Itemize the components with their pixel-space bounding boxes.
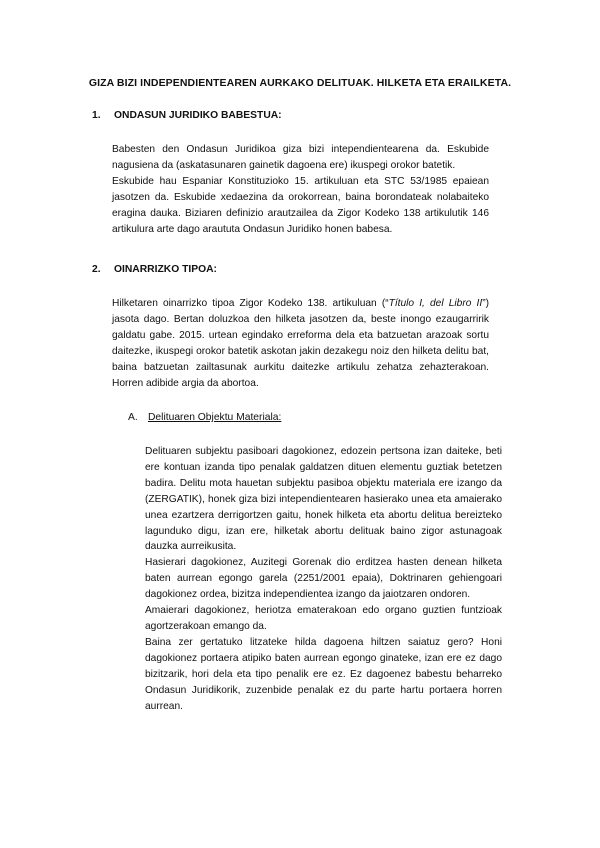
section-1-paragraph-1: Babesten den Ondasun Juridikoa giza bizi intependientearena da. Eskubide nagusiena da (askatasunaren gainetik dagoena ere) ikuspegi orokor batetik.: [112, 144, 489, 171]
subsection-a-paragraph-3: Amaierari dagokionez, heriotza ematerakoan edo organo guztien funtzioak agortzerakoan emango da.: [145, 605, 502, 632]
section-2-title: OINARRIZKO TIPOA:: [114, 264, 217, 275]
section-2-italic-reference: Título I, del Libro II: [388, 298, 483, 309]
section-1-title: ONDASUN JURIDIKO BABESTUA:: [114, 110, 282, 121]
document-title: GIZA BIZI INDEPENDIENTEAREN AURKAKO DELITUAK. HILKETA ETA ERAILKETA.: [88, 77, 512, 89]
subsection-a-paragraph-4: Baina zer gertatuko litzateke hilda dagoena hiltzen saiatuz gero? Honi dagokionez portaera atipiko baten aurrean egongo ginateke, izan ere ez dago bizitzarik, hori dela eta tipo penalik ere ez. Ez dagoenez babestu beharreko Ondasun Juridikorik, zuzenbide penalak ez du parte hartu portaera horren aurrean.: [145, 636, 502, 712]
section-2-paragraph-1: [112, 296, 489, 391]
subsection-a-letter: A.: [128, 412, 138, 423]
section-2-text-after: ”) jasota dago. Bertan doluzkoa den hilketa jasotzen da, beste inongo ezaugarririk galdatu gabe. 2015. urtean egindako erreforma dela eta batzuetan arazoak sortu daitezke, ikuspegi orokor batetik askotan jakin dezakegu noiz den hilketa delitu bat, baina batzuetan zailtasunak aurkitu daitezke artikulu zehatza zehazterakoan. Horren adibide argia da abortoa.: [112, 298, 489, 389]
section-1-heading: [92, 110, 282, 121]
subsection-a-paragraph-2: Hasierari dagokionez, Auzitegi Gorenak dio erditzea hasten denean hilketa baten aurrean egongo garela (2251/2001 epaia), Doktrinaren gehiengoari dagokionez ordea, bizitza independientea izango da jaiotzaren ondoren.: [145, 557, 502, 601]
subsection-a-paragraph-1: Delituaren subjektu pasiboari dagokionez, edozein pertsona izan daiteke, beti ere kontuan izanda tipo penalak galdatzen dituen elementu guztiak betetzen badira. Delitu mota hauetan subjektu pasiboa objektu materiala ere izango da (ZERGATIK), honek giza bizi intependientearen hasierako unea eta amaierako unea ezartzera derrigortzen gaitu, honek hilketa eta abortu delitua bereizteko lagunduko digu, izan ere, hilketak abortu delituak baino zigor astunagoak dauzka aurreikusita.: [145, 446, 502, 553]
section-2-body: [112, 296, 489, 391]
section-1-paragraph-2: Eskubide hau Espaniar Konstituzioko 15. artikuluan eta STC 53/1985 epaiean jasotzen da. Eskubide xedaezina da orokorrean, baina borondateak nolabaiteko eragina dauka. Biziaren definizio arautzailea da Zigor Kodeko 138 artikulutik 146 artikulura arte dago araututa Ondasun Juridiko honen babesa.: [112, 175, 489, 235]
section-2-number: 2.: [92, 264, 101, 275]
subsection-a-title: Delituaren Objektu Materiala:: [148, 412, 282, 423]
section-2-text-before: Hilketaren oinarrizko tipoa Zigor Kodeko 138. artikuluan (“: [112, 298, 389, 309]
subsection-a-heading: [128, 412, 281, 423]
section-1-body: [112, 142, 489, 237]
subsection-a-body: [145, 444, 502, 714]
section-1-number: 1.: [92, 110, 101, 121]
section-2-heading: [92, 264, 217, 275]
